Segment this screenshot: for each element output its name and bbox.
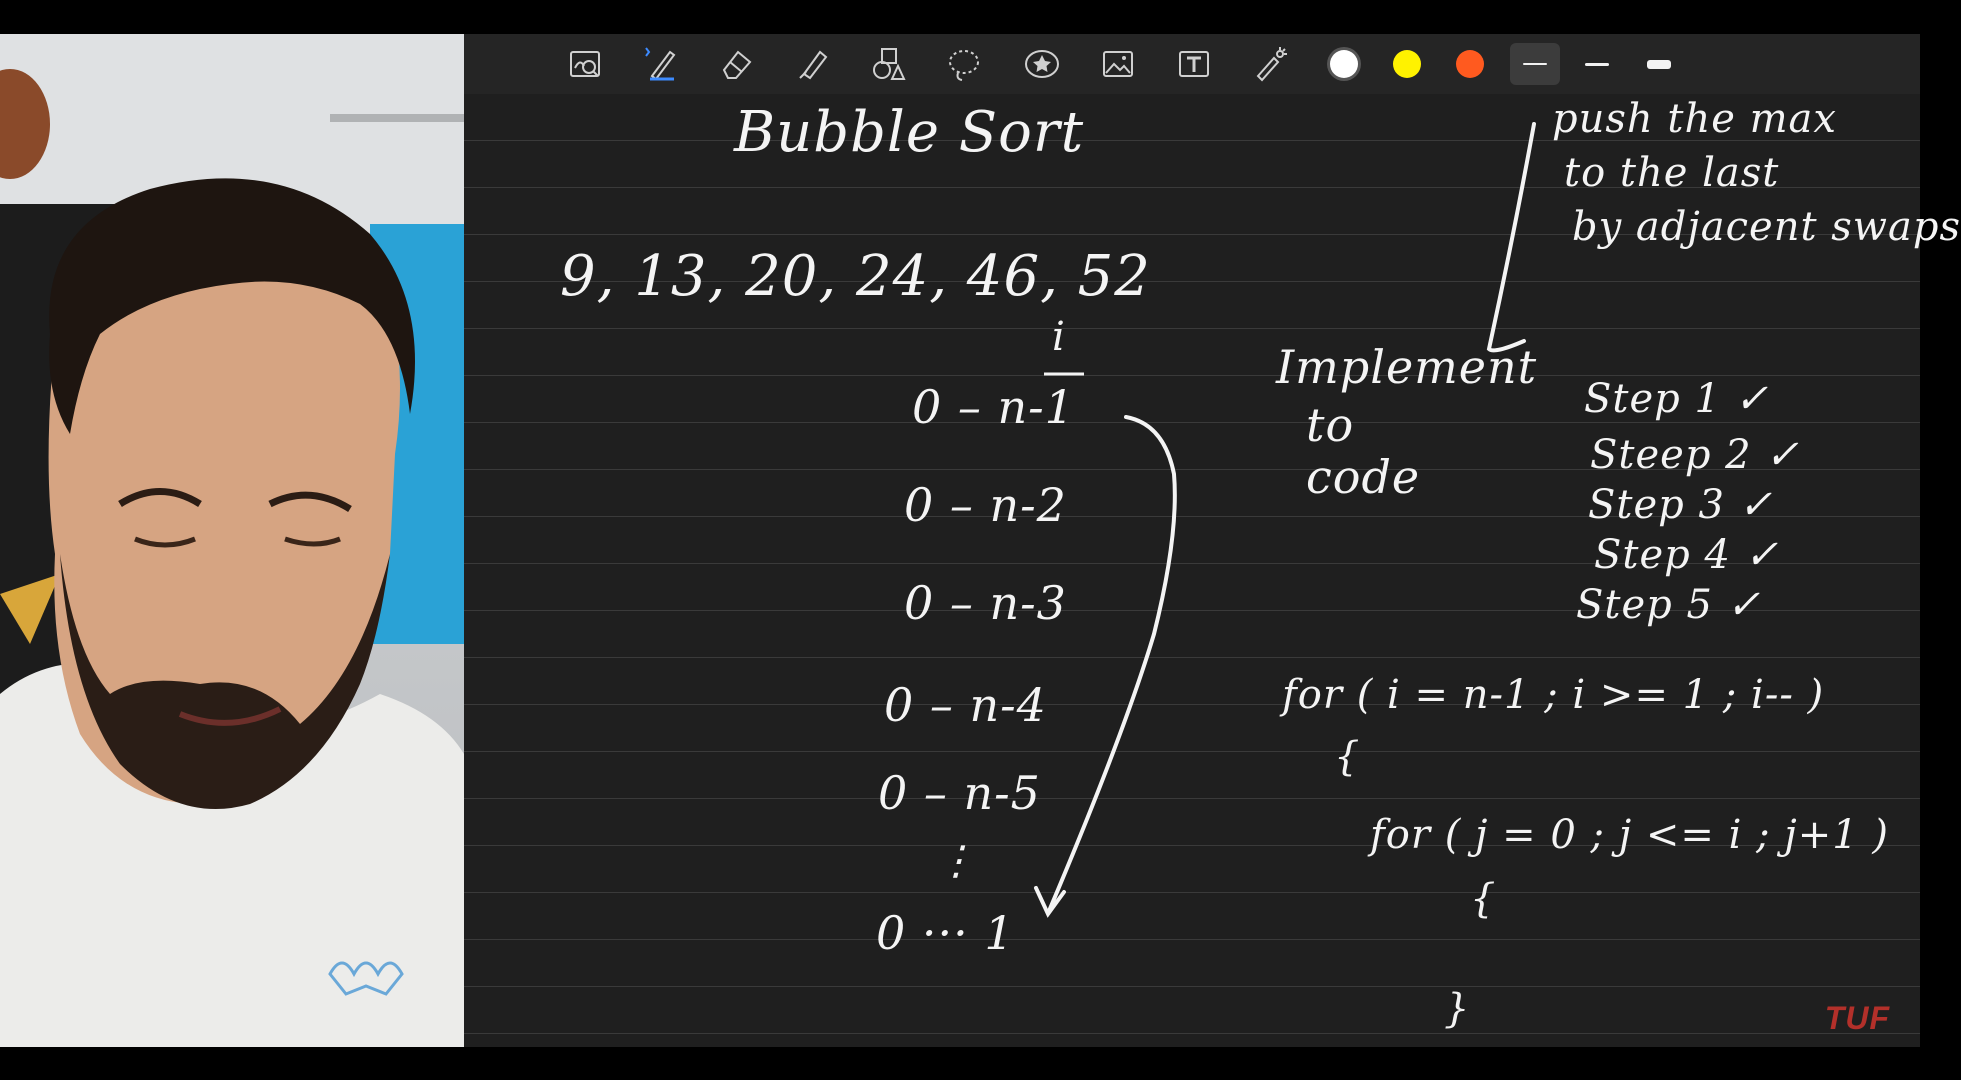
laser-pointer-tool[interactable] xyxy=(1248,42,1292,86)
stroke-width-thick[interactable] xyxy=(1634,43,1684,85)
lasso-tool[interactable] xyxy=(942,42,986,86)
note-title: Bubble Sort xyxy=(734,100,1085,165)
webcam-feed xyxy=(0,34,464,1047)
channel-watermark: TUF xyxy=(1824,1000,1890,1036)
toolbar xyxy=(464,34,1920,94)
presenter-video xyxy=(0,34,464,1047)
notebook-page[interactable] xyxy=(464,94,1961,1047)
eraser-tool[interactable] xyxy=(714,42,758,86)
lasso-icon xyxy=(946,46,982,82)
image-tool[interactable] xyxy=(1096,42,1140,86)
pen-icon xyxy=(644,46,680,82)
description-line-3: by adjacent swaps xyxy=(1572,204,1961,250)
outer-for-loop: for ( i = n-1 ; i >= 1 ; i-- ) xyxy=(1282,672,1825,718)
outer-open-brace: { xyxy=(1334,734,1361,780)
inner-for-loop: for ( j = 0 ; j <= i ; j+1 ) xyxy=(1370,812,1889,858)
range-1: 0 – n-1 xyxy=(912,380,1075,434)
index-label: i xyxy=(1052,314,1066,360)
step-1: Step 1 ✓ xyxy=(1584,376,1770,422)
sticker-tool[interactable] xyxy=(1020,42,1064,86)
color-swatch-orange[interactable] xyxy=(1456,50,1484,78)
stroke-width-thin[interactable] xyxy=(1510,43,1560,85)
notes-app xyxy=(464,34,1961,1047)
text-box-icon xyxy=(1176,46,1212,82)
sticker-icon xyxy=(1024,46,1060,82)
zoom-window-tool[interactable] xyxy=(564,42,608,86)
to-label: to xyxy=(1306,398,1355,452)
description-line-1: push the max xyxy=(1552,96,1837,142)
range-4: 0 – n-4 xyxy=(884,678,1047,732)
range-3: 0 – n-3 xyxy=(904,576,1067,630)
image-icon xyxy=(1100,46,1136,82)
outer-close-brace: } xyxy=(1444,986,1471,1032)
step-4: Step 4 ✓ xyxy=(1594,532,1780,578)
step-3: Step 3 ✓ xyxy=(1588,482,1774,528)
inner-open-brace: { xyxy=(1470,876,1497,922)
stroke-width-medium[interactable] xyxy=(1572,43,1622,85)
range-ellipsis: ⋮ xyxy=(936,838,977,884)
range-5: 0 – n-5 xyxy=(878,766,1041,820)
step-2: Steep 2 ✓ xyxy=(1590,432,1800,478)
range-2: 0 – n-2 xyxy=(904,478,1067,532)
description-line-2: to the last xyxy=(1564,150,1780,196)
pen-tool[interactable] xyxy=(640,42,684,86)
shapes-icon xyxy=(870,46,906,82)
implement-label: Implement xyxy=(1276,340,1538,394)
color-swatch-white[interactable] xyxy=(1330,50,1358,78)
step-5: Step 5 ✓ xyxy=(1576,582,1762,628)
highlighter-tool[interactable] xyxy=(790,42,834,86)
zoom-window-icon xyxy=(568,46,604,82)
text-tool[interactable] xyxy=(1172,42,1216,86)
range-last: 0 ··· 1 xyxy=(876,906,1015,960)
highlighter-icon xyxy=(794,46,830,82)
laser-pointer-icon xyxy=(1252,46,1288,82)
eraser-icon xyxy=(718,46,754,82)
code-label: code xyxy=(1306,450,1421,504)
color-swatch-yellow[interactable] xyxy=(1393,50,1421,78)
array-values: 9, 13, 20, 24, 46, 52 xyxy=(560,244,1151,309)
shapes-tool[interactable] xyxy=(866,42,910,86)
